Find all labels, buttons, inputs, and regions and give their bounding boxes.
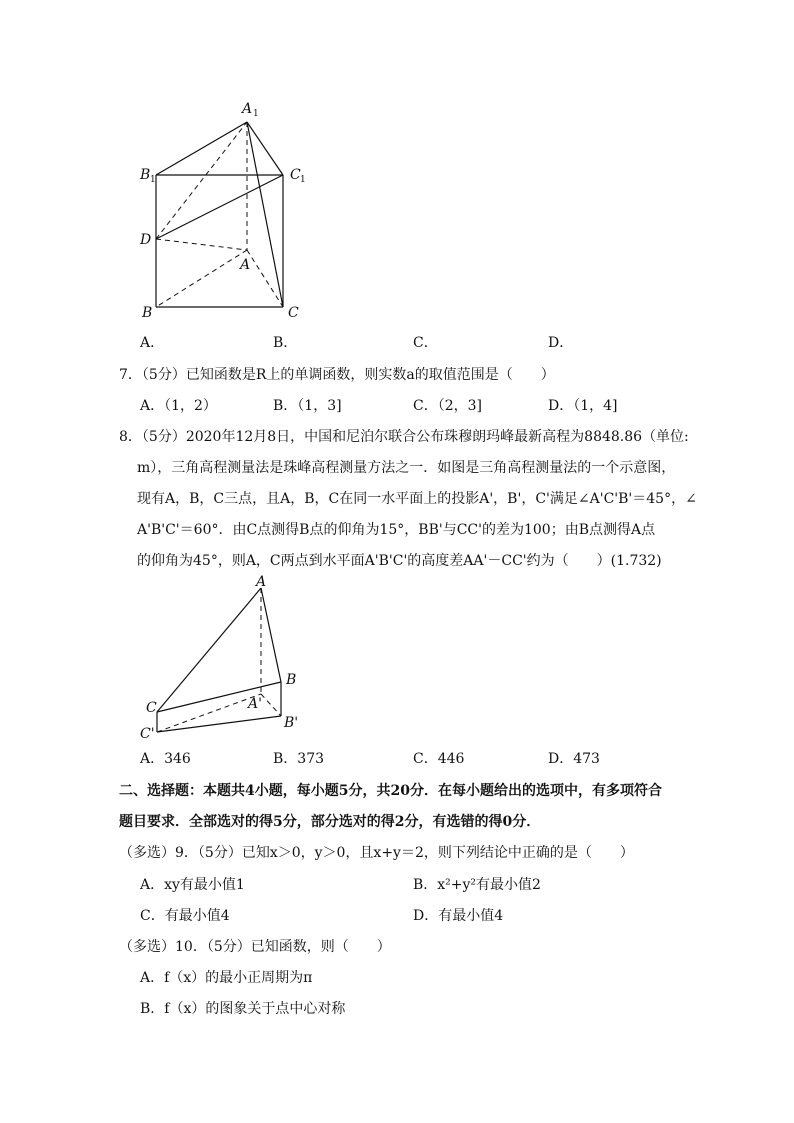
label-A1-sub: 1 (253, 109, 259, 119)
q8-line-1: 8．（5分）2020年12月8日，中国和尼泊尔联合公布珠穆朗玛峰最新高程为8848.86（单位: (119, 429, 689, 445)
edge-C-A (157, 588, 261, 712)
edge-D-A1 (156, 122, 247, 239)
label-C1-sub: 1 (300, 175, 306, 185)
q9-option-c[interactable]: C．有最小值4 (140, 908, 230, 924)
label-A: A (240, 257, 251, 273)
label-C: C (146, 700, 157, 716)
q8-line-2: m），三角高程测量法是珠峰高程测量方法之一．如图是三角高程测量法的一个示意图， (137, 460, 676, 476)
q7-option-a[interactable]: A．（1，2） (140, 398, 217, 414)
section2-heading-line-2: 题目要求．全部选对的得5分，部分选对的得2分，有选错的得0分． (119, 814, 541, 830)
q7-option-d[interactable]: D．（1，4] (548, 398, 618, 414)
label-B: B (142, 305, 153, 321)
label-A: A (256, 574, 267, 590)
label-B1: B (140, 167, 151, 183)
q10-stem: （多选）10．（5分）已知函数，则（ ） (119, 939, 391, 955)
edge-C-B (157, 682, 281, 712)
q10-option-a[interactable]: A．f（x）的最小正周期为π (140, 970, 313, 986)
q7-stem: 7．（5分）已知函数是R上的单调函数，则实数a的取值范围是（ ） (119, 367, 555, 383)
section2-heading-line-1: 二、选择题：本题共4小题，每小题5分，共20分．在每小题给出的选项中，有多项符合 (119, 783, 662, 799)
edge-A1-C (247, 122, 283, 307)
q6-option-b[interactable]: B． (273, 335, 298, 351)
q8-option-d[interactable]: D．473 (548, 751, 600, 767)
label-C-prime: C' (140, 726, 155, 742)
triangulation-figure (130, 572, 320, 744)
q7-option-b[interactable]: B．（1，3] (273, 398, 342, 414)
label-A-prime: A' (248, 696, 262, 712)
q8-line-3: 现有A，B，C三点，且A，B，C在同一水平面上的投影A'，B'，C'满足∠A'C'B'＝45°，∠ (137, 491, 697, 507)
edge-D-A (156, 239, 247, 250)
label-B1-sub: 1 (150, 175, 156, 185)
label-B: B (286, 672, 297, 688)
q8-line-4: A'B'C'＝60°．由C点测得B点的仰角为15°，BB'与CC'的差为100；由B点测得A点 (137, 522, 656, 538)
q8-line-5: 的仰角为45°，则A，C两点到水平面A'B'C'的高度差AA'－CC'约为（ ）(1.732) (137, 553, 662, 569)
q6-option-a[interactable]: A． (140, 335, 165, 351)
q9-option-d[interactable]: D．有最小值4 (413, 908, 504, 924)
label-D: D (140, 232, 152, 248)
q9-stem: （多选）9．（5分）已知x＞0，y＞0，且x+y＝2，则下列结论中正确的是（ ） (119, 845, 634, 861)
q9-option-b[interactable]: B．x²+y²有最小值2 (413, 877, 541, 893)
edge-Cp-Bp (157, 716, 281, 732)
label-A1: A (242, 101, 253, 117)
q7-option-c[interactable]: C．（2，3] (413, 398, 482, 414)
prism-figure (120, 95, 320, 330)
edge-A1-B1 (156, 122, 247, 175)
label-C1: C (290, 167, 301, 183)
q9-option-a[interactable]: A．xy有最小值1 (140, 877, 245, 893)
label-C: C (288, 305, 299, 321)
edge-A-B (261, 588, 281, 682)
edge-Ap-Bp (261, 694, 281, 716)
q8-option-c[interactable]: C．446 (413, 751, 465, 767)
q8-option-b[interactable]: B．373 (273, 751, 325, 767)
label-B-prime: B' (284, 715, 299, 731)
edge-A-B (156, 250, 247, 307)
q6-option-d[interactable]: D． (548, 335, 574, 351)
q6-option-c[interactable]: C． (413, 335, 438, 351)
q8-option-a[interactable]: A．346 (140, 751, 191, 767)
q10-option-b[interactable]: B．f（x）的图象关于点中心对称 (140, 1001, 346, 1017)
